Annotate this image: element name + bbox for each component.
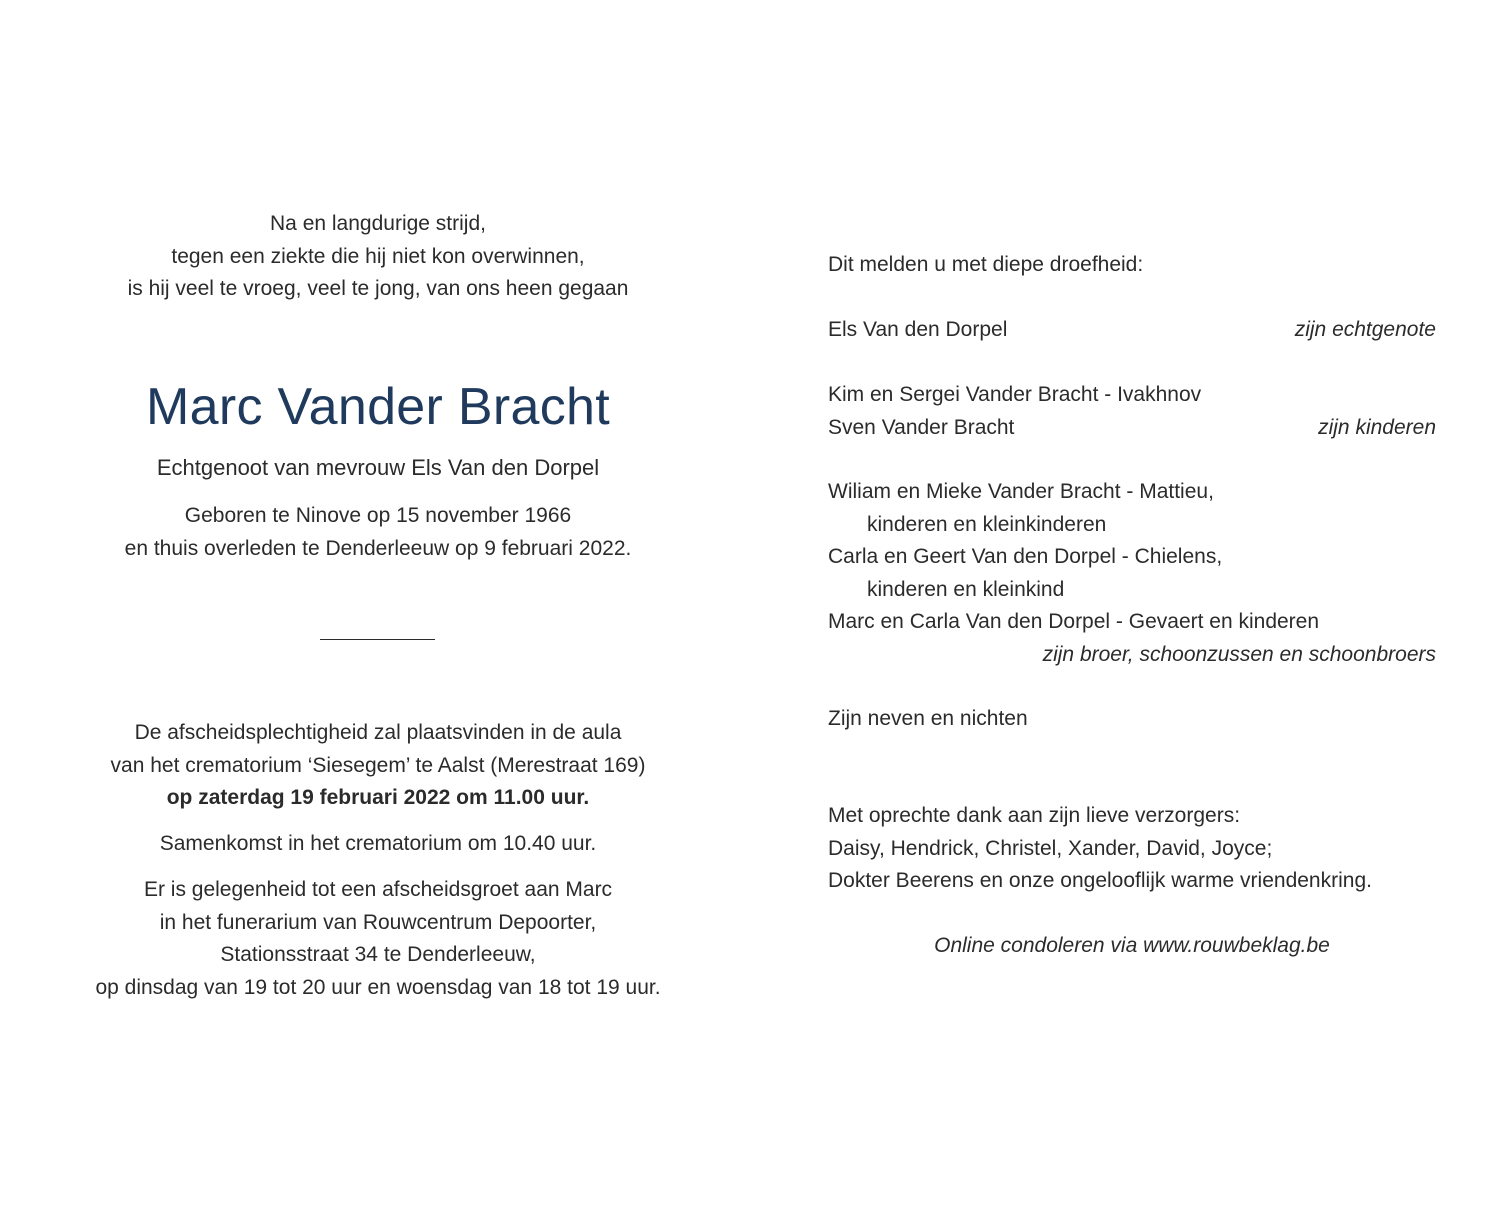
family-name: Marc en Carla Van den Dorpel - Gevaert en kinderen xyxy=(828,610,1320,633)
online-condolence: Online condoleren via www.rouwbeklag.be xyxy=(934,934,1330,957)
announcement-line: Dit melden u met diepe droefheid: xyxy=(828,253,1144,276)
birth-line: Geboren te Ninove op 15 november 1966 xyxy=(184,504,572,527)
thanks-line: Dokter Beerens en onze ongelooflijk warme vriendenkring. xyxy=(828,869,1372,892)
ceremony-date: op zaterdag 19 februari 2022 om 11.00 uur. xyxy=(166,786,590,809)
thanks-line: Met oprechte dank aan zijn lieve verzorgers: xyxy=(828,804,1241,827)
family-name: Els Van den Dorpel xyxy=(828,318,1008,341)
visitation-info xyxy=(40,874,716,1004)
divider xyxy=(320,639,435,640)
visitation-line: Er is gelegenheid tot een afscheidsgroet aan Marc xyxy=(143,878,613,901)
family-role: zijn broer, schoonzussen en schoonbroers xyxy=(1042,642,1436,666)
family-name: Carla en Geert Van den Dorpel - Chielens, xyxy=(828,545,1223,568)
thanks-line: Daisy, Hendrick, Christel, Xander, David, Joyce; xyxy=(828,836,1273,860)
family-cousins xyxy=(828,703,1436,736)
family-name: kinderen en kleinkinderen xyxy=(867,512,1107,536)
family-siblings xyxy=(828,476,1436,671)
family-role: zijn echtgenote xyxy=(1294,318,1436,341)
birth-death-info xyxy=(40,500,716,565)
ceremony-info xyxy=(40,717,716,815)
family-name: Sven Vander Bracht xyxy=(828,415,1015,439)
intro-text xyxy=(40,208,716,306)
visitation-line: Stationsstraat 34 te Denderleeuw, xyxy=(220,943,536,966)
intro-line: tegen een ziekte die hij niet kon overwinnen, xyxy=(171,244,585,268)
thanks-message xyxy=(828,800,1436,898)
family-name: Zijn neven en nichten xyxy=(828,707,1028,730)
family-row xyxy=(828,412,1436,445)
announcement xyxy=(828,249,1436,282)
spouse-line: Echtgenoot van mevrouw Els Van den Dorpel xyxy=(156,455,600,480)
family-role: zijn kinderen xyxy=(1318,415,1436,439)
family-children xyxy=(828,379,1436,444)
family-name: Wiliam en Mieke Vander Bracht - Mattieu, xyxy=(828,480,1214,503)
deceased-name: Marc Vander Bracht xyxy=(146,378,610,436)
ceremony-line: van het crematorium ‘Siesegem’ te Aalst (Merestraat 169) xyxy=(110,753,646,777)
intro-line: Na en langdurige strijd, xyxy=(270,212,486,235)
gathering-line: Samenkomst in het crematorium om 10.40 uur. xyxy=(159,832,597,855)
gathering-info xyxy=(40,828,716,861)
ceremony-line: De afscheidsplechtigheid zal plaatsvinden in de aula xyxy=(134,721,622,744)
family-row xyxy=(828,314,1436,347)
death-line: en thuis overleden te Denderleeuw op 9 februari 2022. xyxy=(124,536,632,560)
family-spouse xyxy=(828,314,1436,347)
intro-line: is hij veel te vroeg, veel te jong, van ons heen gegaan xyxy=(127,277,629,300)
family-name: kinderen en kleinkind xyxy=(867,577,1065,601)
visitation-line: op dinsdag van 19 tot 20 uur en woensdag van 18 tot 19 uur. xyxy=(95,975,661,999)
visitation-line: in het funerarium van Rouwcentrum Depoorter, xyxy=(159,910,597,934)
family-name: Kim en Sergei Vander Bracht - Ivakhnov xyxy=(828,383,1202,406)
